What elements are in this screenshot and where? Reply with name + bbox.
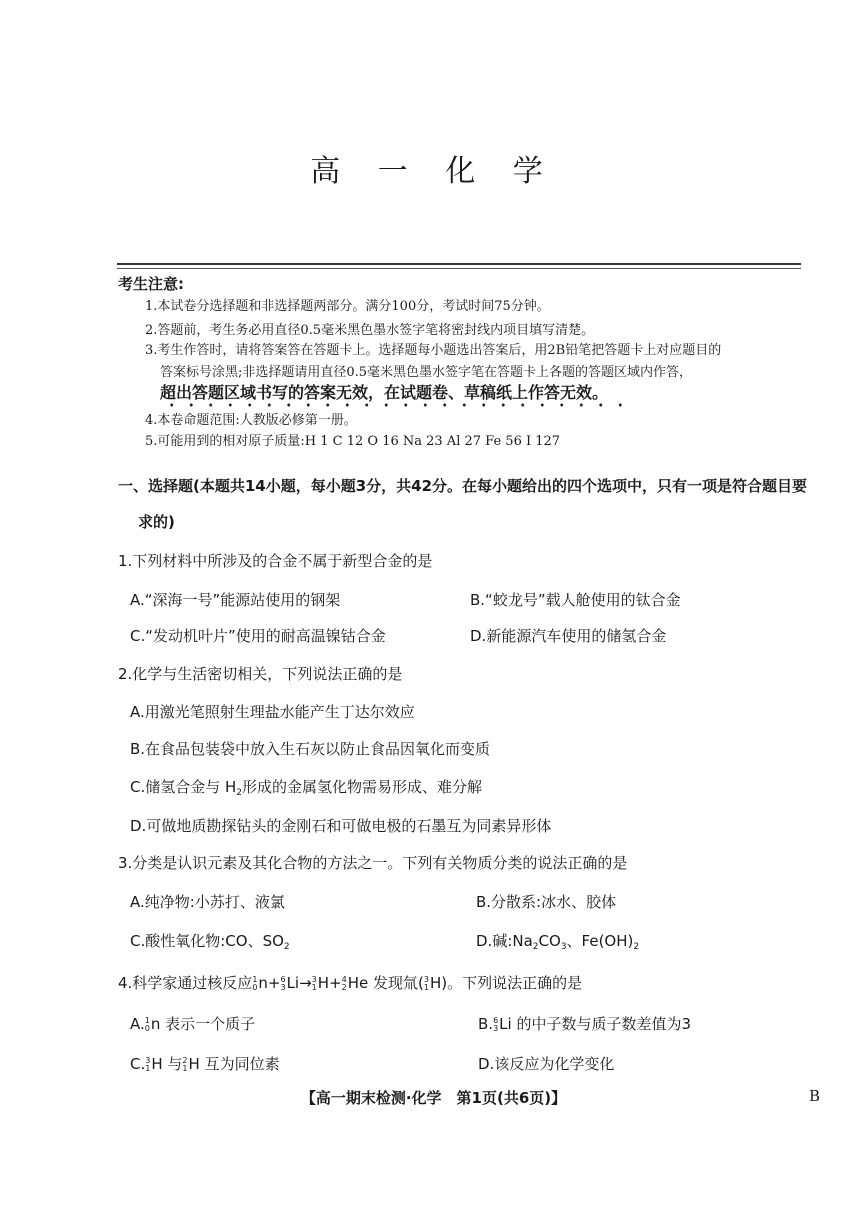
- option-a-text: 表示一个质子: [165, 1015, 256, 1033]
- option-d-text: D.碱:Na: [476, 932, 533, 950]
- nuclide-index: 3 1: [423, 974, 429, 992]
- notice-heading: 考生注意:: [118, 275, 184, 293]
- option-a: A. 1 0 n 表示一个质子: [130, 1015, 256, 1033]
- subscript: 3: [560, 942, 567, 952]
- nuclide-index: 4 2: [341, 974, 347, 992]
- option-c-text: C.酸性氧化物:CO、SO: [130, 932, 284, 950]
- option-d: D.新能源汽车使用的储氢合金: [470, 627, 667, 645]
- question-stem: 2.化学与生活密切相关，下列说法正确的是: [118, 665, 403, 683]
- notice-item: 5.可能用到的相对原子质量:H 1 C 12 O 16 Na 23 Al 27 Fe 56 I 127: [145, 434, 561, 449]
- nuclide-index: 6 3: [493, 1015, 499, 1033]
- subscript: 2: [283, 942, 290, 952]
- option-c: C.“发动机叶片”使用的耐高温镍钴合金: [130, 627, 386, 645]
- option-b: B.在食品包装袋中放入生石灰以防止食品因氧化而变质: [130, 740, 491, 758]
- option-c-text: 与: [167, 1055, 183, 1073]
- question-stem: 1.下列材料中所涉及的合金不属于新型合金的是: [118, 552, 433, 570]
- option-a: A.用激光笔照射生理盐水能产生丁达尔效应: [130, 703, 415, 721]
- option-d-text: 、Fe(OH): [566, 932, 634, 950]
- emphasis-dots: [162, 403, 630, 407]
- option-a: A.“深海一号”能源站使用的钢架: [130, 591, 341, 609]
- option-d: D.可做地质勘探钻头的金刚石和可做电极的石墨互为同素异形体: [130, 817, 552, 835]
- stem-text: 4.科学家通过核反应: [118, 974, 253, 992]
- nuclide-index: 3 1: [311, 974, 317, 992]
- option-c-text: 互为同位素: [204, 1055, 280, 1073]
- option-c-text: C.储氢合金与 H: [130, 778, 237, 796]
- subscript: 2: [532, 942, 539, 952]
- option-d: [476, 930, 639, 951]
- notice-item: 3.考生作答时，请将答案答在答题卡上。选择题每小题选出答案后，用2B铅笔把答题卡上对应题目的: [145, 343, 722, 358]
- section-heading-cont: 求的): [138, 513, 175, 531]
- question-stem: 4.科学家通过核反应 1 0 n+ 6 3 Li→ 3 1 H+ 4 2 He 发现氚( 3 1 H)。下列说法正确的是: [118, 974, 583, 992]
- option-b: B.分散系:冰水、胶体: [476, 893, 617, 911]
- option-c: C. 3 1 H 与 2 1 H 互为同位素: [130, 1055, 280, 1073]
- header-rule: [117, 263, 801, 265]
- notice-item: 答案标号涂黑;非选择题请用直径0.5毫米黑色墨水签字笔在答题卡上各题的答题区域内作答，: [160, 365, 693, 380]
- subscript: 2: [633, 942, 640, 952]
- page-title: 高 一 化 学: [310, 154, 557, 189]
- option-c: [130, 930, 290, 951]
- subscript: 2: [236, 788, 243, 798]
- nuclide-index: 6 3: [280, 974, 286, 992]
- header-rule-thin: [117, 268, 801, 269]
- version-label: B: [809, 1087, 821, 1105]
- option-b-text: 的中子数与质子数差值为3: [516, 1015, 691, 1033]
- option-b: B.“蛟龙号”载人舱使用的钛合金: [470, 591, 681, 609]
- nuclide-index: 2 1: [182, 1055, 188, 1073]
- notice-emphasis: 超出答题区域书写的答案无效，在试题卷、草稿纸上作答无效。: [160, 383, 609, 402]
- option-a: A.纯净物:小苏打、液氯: [130, 893, 285, 911]
- nuclide-index: 1 0: [252, 974, 258, 992]
- option-d-text: CO: [538, 932, 561, 950]
- notice-item: 2.答题前，考生务必用直径0.5毫米黑色墨水签字笔将密封线内项目填写清楚。: [145, 323, 595, 338]
- option-c-text: 形成的金属氢化物需易形成、难分解: [242, 778, 483, 796]
- option-b: B. 6 3 Li 的中子数与质子数差值为3: [478, 1015, 691, 1033]
- section-heading: 一、选择题(本题共14小题，每小题3分，共42分。在每小题给出的四个选项中，只有一项是符合题目要: [118, 477, 808, 495]
- stem-text: 。下列说法正确的是: [447, 974, 583, 992]
- option-c: [130, 776, 482, 797]
- nuclide-index: 1 0: [144, 1015, 150, 1033]
- nuclide-index: 3 1: [145, 1055, 151, 1073]
- question-stem: 3.分类是认识元素及其化合物的方法之一。下列有关物质分类的说法正确的是: [118, 854, 628, 872]
- notice-item: 4.本卷命题范围:人教版必修第一册。: [145, 413, 357, 428]
- option-d: D.该反应为化学变化: [478, 1055, 615, 1073]
- notice-item: 1.本试卷分选择题和非选择题两部分。满分100分，考试时间75分钟。: [145, 299, 550, 314]
- page-footer: 【高一期末检测·化学 第1页(共6页)】: [300, 1089, 567, 1107]
